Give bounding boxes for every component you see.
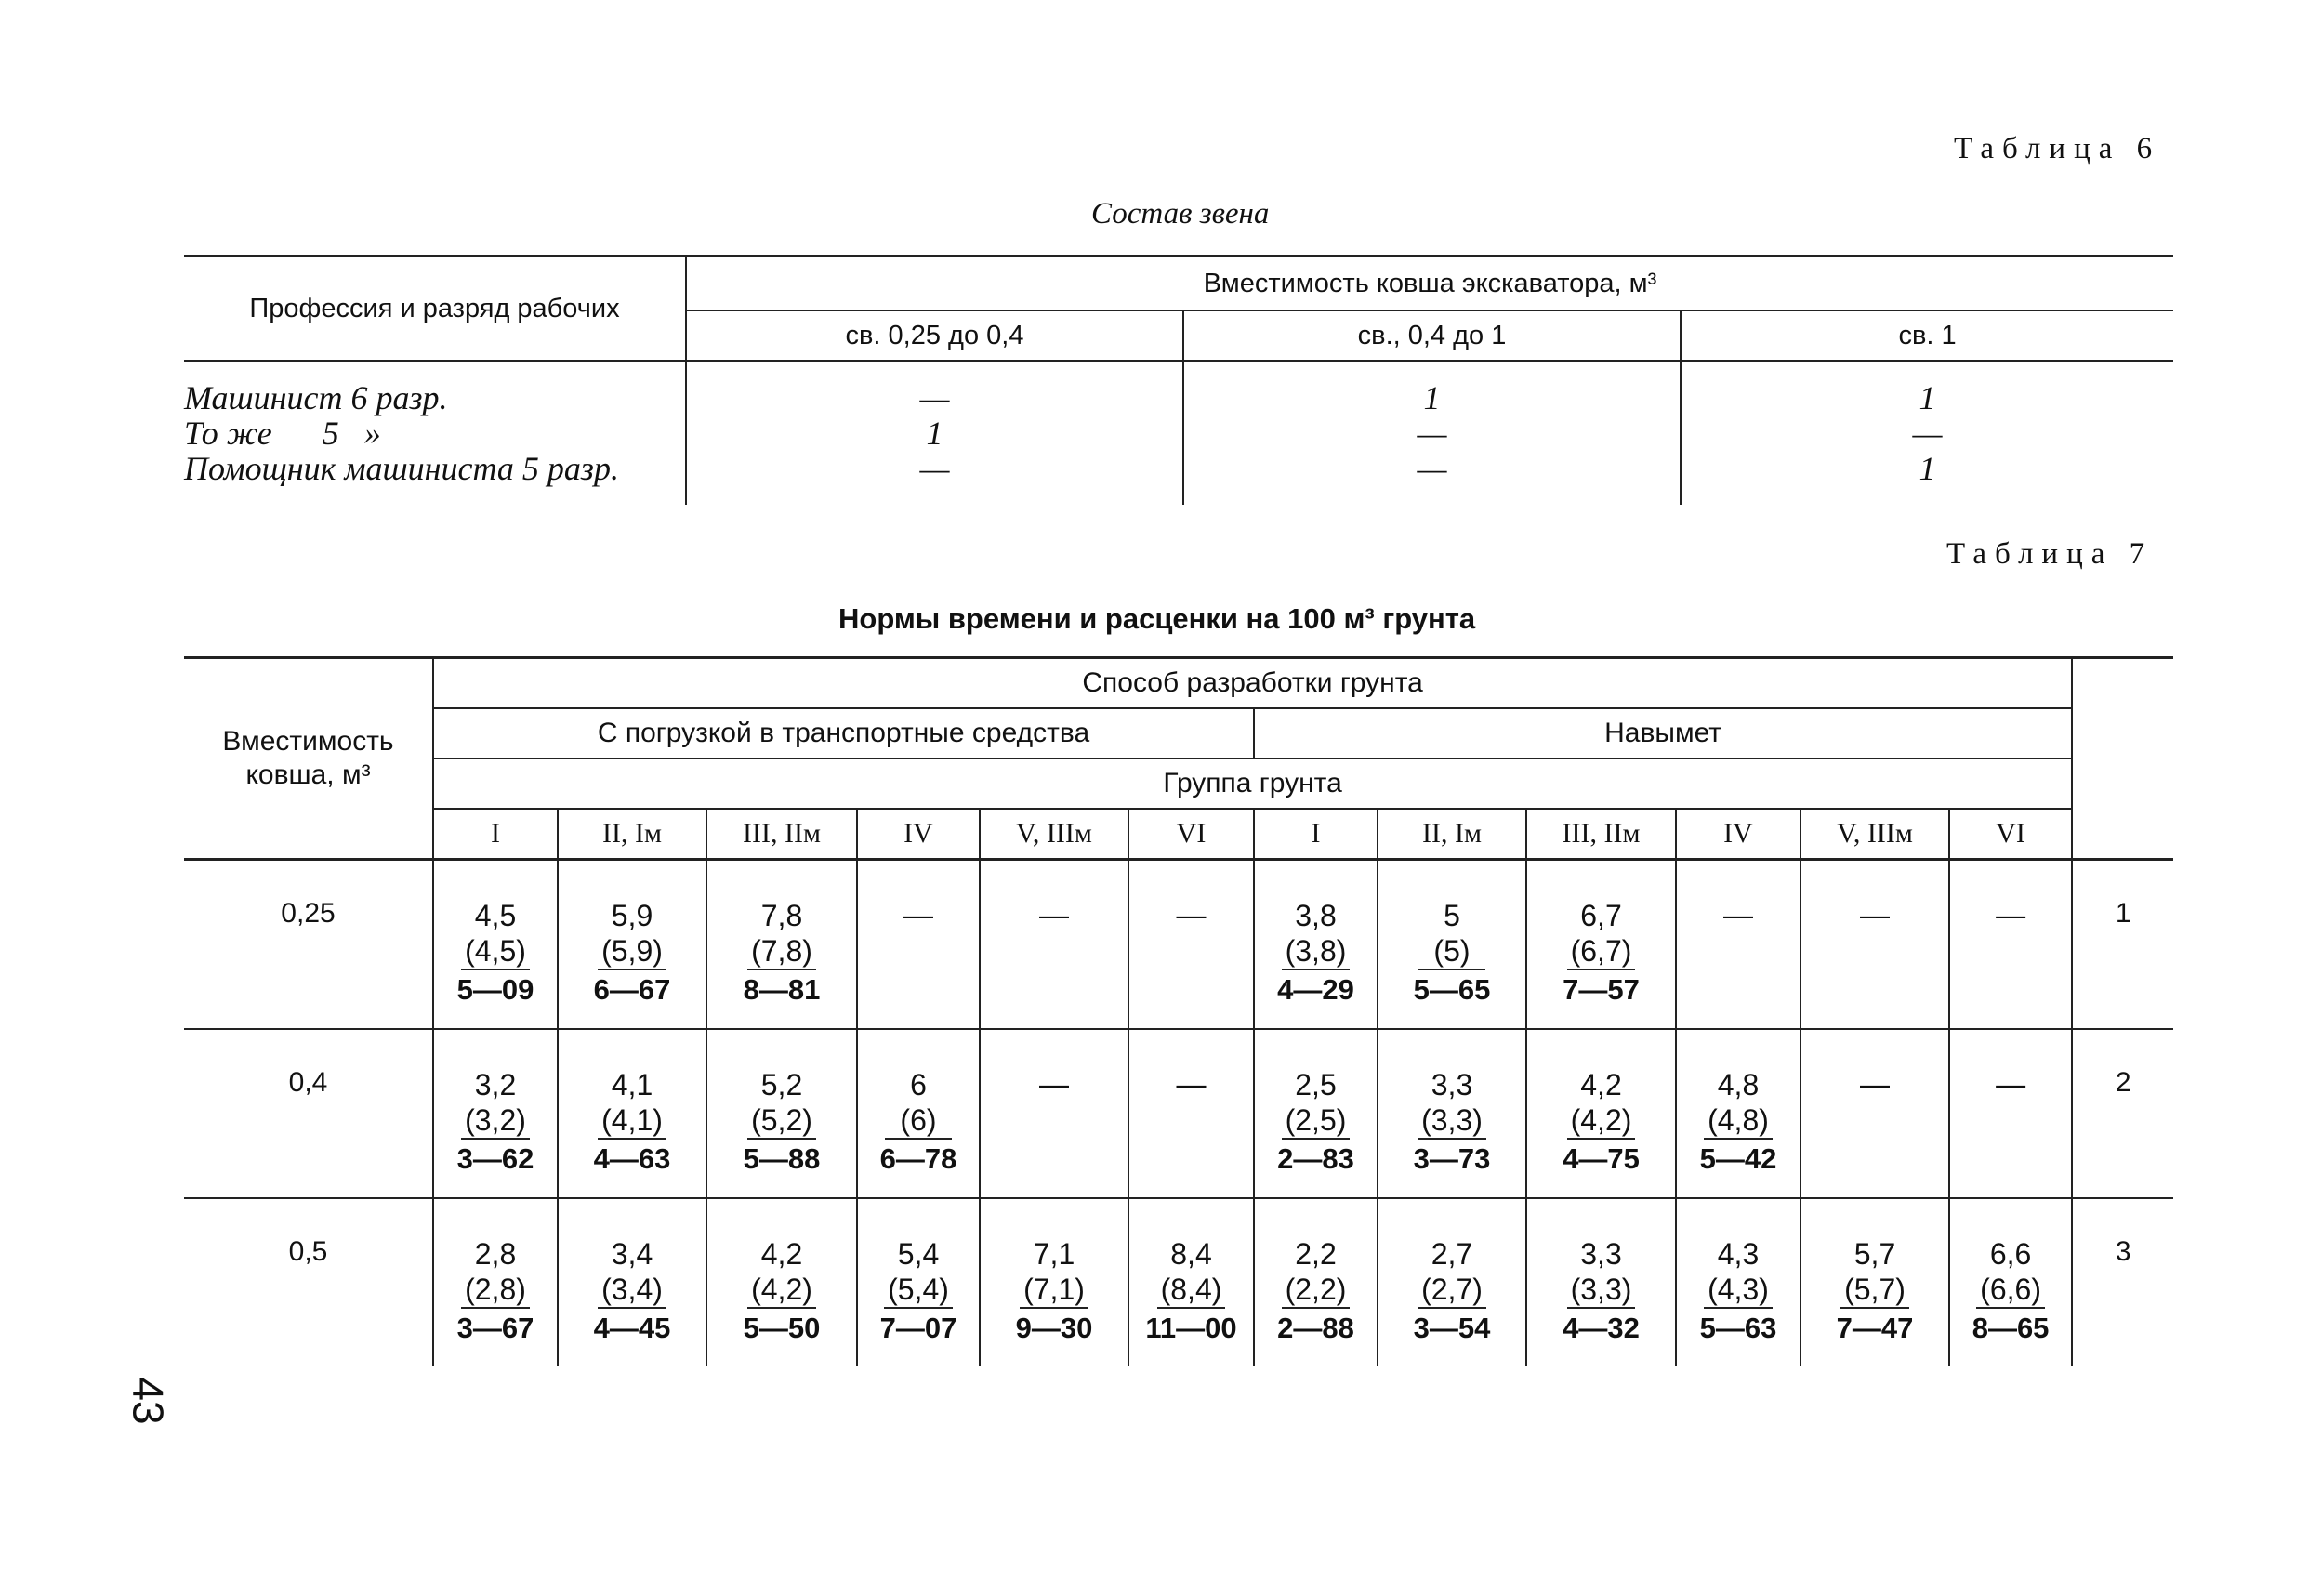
rate-value: 5—42: [1699, 1142, 1777, 1175]
norm-entry: [594, 1067, 671, 1177]
norm-entry: [1563, 1067, 1640, 1177]
norm-cell: [706, 1029, 857, 1198]
empty-dash: —: [1176, 898, 1207, 931]
rate-value: 11—00: [1145, 1312, 1237, 1344]
rate-value: 4—32: [1563, 1312, 1640, 1344]
machine-time-norm: (4,3): [1704, 1272, 1773, 1309]
empty-dash: —: [1996, 1067, 2026, 1101]
time-norm: 5: [1444, 899, 1460, 932]
norm-cell: [857, 1029, 980, 1198]
rate-value: 8—65: [1972, 1312, 2050, 1344]
crew-value: —: [919, 379, 950, 416]
norm-cell: [980, 1198, 1128, 1366]
crew-value: —: [1912, 415, 1943, 452]
norm-cell: [558, 1198, 706, 1366]
method-loading-header: С погрузкой в транспортные средства: [433, 708, 1254, 758]
bucket-value: 0,25: [281, 898, 336, 929]
machine-time-norm: (3,3): [1418, 1102, 1486, 1140]
norm-entry: [1563, 898, 1640, 1008]
empty-dash: —: [1039, 1067, 1069, 1101]
norm-entry: [1563, 1236, 1640, 1346]
soil-group-col: IV: [1676, 809, 1800, 860]
norm-cell: [558, 1029, 706, 1198]
rate-value: 4—63: [593, 1142, 671, 1175]
table-row: [184, 860, 2173, 1030]
rate-value: 3—54: [1413, 1312, 1491, 1344]
norm-cell: [1676, 1029, 1800, 1198]
rate-value: 3—62: [456, 1142, 534, 1175]
crew-value: 1: [1423, 379, 1441, 416]
profession-row: Машинист 6 разр.: [184, 379, 448, 416]
soil-group-col: VI: [1128, 809, 1254, 860]
time-norm: 5,9: [611, 899, 653, 932]
table7-label: Таблица 7: [1946, 537, 2154, 571]
empty-dash: —: [1176, 1067, 1207, 1101]
empty-dash: —: [1860, 1067, 1890, 1101]
rate-value: 7—47: [1836, 1312, 1914, 1344]
time-norm: 3,8: [1295, 899, 1337, 932]
rate-value: 9—30: [1015, 1312, 1093, 1344]
norm-entry: [1700, 1236, 1777, 1346]
norm-cell: [1378, 860, 1526, 1030]
norm-entry: [880, 1067, 957, 1177]
crew-value: —: [1417, 450, 1447, 487]
time-norm: 4,2: [760, 1237, 803, 1271]
machine-time-norm: (6,7): [1567, 933, 1636, 970]
crew-col-2: [1681, 361, 2173, 505]
norm-cell: [857, 1198, 980, 1366]
profession-row: Помощник машиниста 5 разр.: [184, 450, 619, 487]
soil-group-col: VI: [1949, 809, 2072, 860]
crew-col-0: [686, 361, 1183, 505]
norm-cell: [1949, 860, 2072, 1030]
crew-value: 1: [926, 415, 943, 452]
norm-entry: [1016, 1236, 1093, 1346]
norm-entry: [744, 1236, 821, 1346]
table-row: [184, 1029, 2173, 1198]
time-norm: 6: [910, 1068, 927, 1101]
machine-time-norm: (6): [885, 1102, 952, 1140]
norm-cell: [433, 1029, 558, 1198]
rate-value: 7—07: [879, 1312, 957, 1344]
time-norms-table: [184, 656, 2173, 1366]
profession-row: То же 5 »: [184, 415, 381, 452]
rate-value: 3—73: [1413, 1142, 1491, 1175]
machine-time-norm: (7,8): [747, 933, 816, 970]
rate-value: 4—45: [593, 1312, 671, 1344]
time-norm: 4,8: [1717, 1068, 1760, 1101]
norm-cell: [1378, 1029, 1526, 1198]
machine-time-norm: (3,3): [1567, 1272, 1636, 1309]
norm-cell: [1800, 1029, 1949, 1198]
bucket-header-text: Вместимость ковша, м³: [222, 726, 394, 790]
norm-cell: [706, 1198, 857, 1366]
page-number: 43: [124, 1377, 173, 1425]
norm-cell: [1800, 1198, 1949, 1366]
norm-entry: [744, 898, 821, 1008]
machine-time-norm: (5,4): [884, 1272, 953, 1309]
machine-time-norm: (5): [1418, 933, 1485, 970]
rate-value: 8—81: [743, 973, 821, 1006]
machine-time-norm: (4,2): [1567, 1102, 1636, 1140]
rate-value: 6—67: [593, 973, 671, 1006]
norm-entry: [744, 1067, 821, 1177]
row-number: 3: [2072, 1198, 2173, 1366]
table-row: [184, 1198, 2173, 1366]
norm-cell: [433, 860, 558, 1030]
norm-entry: [594, 898, 671, 1008]
table7-title: Нормы времени и расценки на 100 м³ грунта: [838, 602, 1476, 635]
norm-entry: [1277, 898, 1354, 1008]
norm-entry: [1414, 1236, 1491, 1346]
norm-cell: [1128, 1198, 1254, 1366]
time-norm: 7,8: [760, 899, 803, 932]
profession-header: Профессия и разряд рабочих: [184, 257, 686, 362]
bucket-value: 0,5: [184, 1198, 433, 1366]
soil-group-col: II, Iм: [1378, 809, 1526, 860]
time-norm: 7,1: [1033, 1237, 1075, 1271]
profession-list: [184, 361, 686, 505]
norm-cell: [857, 860, 980, 1030]
machine-time-norm: (7,1): [1020, 1272, 1088, 1309]
norm-entry: [457, 898, 534, 1008]
method-header: Способ разработки грунта: [433, 658, 2072, 709]
crew-value: 1: [1919, 450, 1936, 487]
norm-cell: [1254, 1029, 1378, 1198]
soil-group-col: I: [1254, 809, 1378, 860]
norm-entry: [1972, 1236, 2050, 1346]
soil-group-header: Группа грунта: [433, 758, 2072, 809]
norm-entry: [1837, 1236, 1914, 1346]
bucket-value: 0,4: [184, 1029, 433, 1198]
rate-value: 4—29: [1277, 973, 1354, 1006]
norm-cell: [1676, 1198, 1800, 1366]
norm-entry: [880, 1236, 957, 1346]
machine-time-norm: (4,5): [461, 933, 530, 970]
norm-entry: [457, 1067, 534, 1177]
method-cast-header: Навымет: [1254, 708, 2072, 758]
machine-time-norm: (5,7): [1840, 1272, 1909, 1309]
soil-group-col: III, IIм: [706, 809, 857, 860]
machine-time-norm: (6,6): [1976, 1272, 2045, 1309]
rate-value: 2—83: [1277, 1142, 1354, 1175]
time-norm: 8,4: [1170, 1237, 1212, 1271]
crew-value: —: [1417, 415, 1447, 452]
time-norm: 4,2: [1580, 1068, 1622, 1101]
norm-cell: [433, 1198, 558, 1366]
norm-cell: [1676, 860, 1800, 1030]
soil-group-col: I: [433, 809, 558, 860]
norm-entry: [1277, 1067, 1354, 1177]
bucket-capacity-header: Вместимость ковша экскаватора, м³: [686, 257, 2173, 311]
rate-value: 5—50: [743, 1312, 821, 1344]
norm-cell: [1254, 860, 1378, 1030]
norm-cell: [1526, 860, 1676, 1030]
machine-time-norm: (4,8): [1704, 1102, 1773, 1140]
time-norm: 3,4: [611, 1237, 653, 1271]
empty-dash: —: [1996, 898, 2026, 931]
machine-time-norm: (5,2): [747, 1102, 816, 1140]
time-norm: 3,3: [1580, 1237, 1622, 1271]
empty-dash: —: [1039, 898, 1069, 931]
empty-dash: —: [1860, 898, 1890, 931]
norm-cell: [1800, 860, 1949, 1030]
rate-value: 5—09: [456, 973, 534, 1006]
rate-value: 4—75: [1563, 1142, 1640, 1175]
soil-group-col: III, IIм: [1526, 809, 1676, 860]
row-number-header: [2072, 658, 2173, 860]
time-norm: 5,4: [897, 1237, 940, 1271]
norm-cell: [1128, 1029, 1254, 1198]
machine-time-norm: (3,4): [598, 1272, 666, 1309]
soil-group-col: V, IIIм: [1800, 809, 1949, 860]
machine-time-norm: (5,9): [598, 933, 666, 970]
time-norm: 6,6: [1989, 1237, 2032, 1271]
soil-group-col: IV: [857, 809, 980, 860]
machine-time-norm: (2,5): [1282, 1102, 1351, 1140]
norm-entry: [1414, 898, 1491, 1008]
norm-cell: [1378, 1198, 1526, 1366]
norm-entry: [457, 1236, 534, 1346]
row-number: 1: [2115, 898, 2131, 929]
crew-composition-table: [184, 255, 2173, 505]
rate-value: 5—65: [1413, 973, 1491, 1006]
empty-dash: —: [1723, 898, 1753, 931]
subcol-2: св. 1: [1681, 310, 2173, 361]
norm-cell: [1949, 1029, 2072, 1198]
machine-time-norm: (8,4): [1157, 1272, 1226, 1309]
norm-cell: [980, 860, 1128, 1030]
machine-time-norm: (2,8): [461, 1272, 530, 1309]
row-number: 2: [2072, 1029, 2173, 1198]
rate-value: 7—57: [1563, 973, 1640, 1006]
subcol-1: св., 0,4 до 1: [1183, 310, 1681, 361]
soil-group-col: V, IIIм: [980, 809, 1128, 860]
norm-cell: [1526, 1029, 1676, 1198]
machine-time-norm: (4,2): [747, 1272, 816, 1309]
soil-group-col: II, Iм: [558, 809, 706, 860]
machine-time-norm: (3,2): [461, 1102, 530, 1140]
norm-cell: [1949, 1198, 2072, 1366]
norm-entry: [1145, 1236, 1236, 1346]
norm-cell: [558, 860, 706, 1030]
rate-value: 2—88: [1277, 1312, 1354, 1344]
time-norm: 3,3: [1431, 1068, 1473, 1101]
machine-time-norm: (2,2): [1282, 1272, 1351, 1309]
crew-value: 1: [1919, 379, 1936, 416]
rate-value: 5—88: [743, 1142, 821, 1175]
norm-entry: [1414, 1067, 1491, 1177]
time-norm: 2,7: [1431, 1237, 1473, 1271]
time-norm: 2,8: [474, 1237, 517, 1271]
time-norm: 3,2: [474, 1068, 517, 1101]
norm-cell: [1526, 1198, 1676, 1366]
norm-cell: [1254, 1198, 1378, 1366]
norm-cell: [706, 860, 857, 1030]
time-norm: 6,7: [1580, 899, 1622, 932]
empty-dash: —: [903, 898, 933, 931]
norm-entry: [1700, 1067, 1777, 1177]
table6-title: Состав звена: [1091, 197, 1270, 231]
machine-time-norm: (3,8): [1282, 933, 1351, 970]
rate-value: 6—78: [879, 1142, 957, 1175]
time-norm: 4,5: [474, 899, 517, 932]
time-norm: 4,3: [1717, 1237, 1760, 1271]
crew-value: —: [919, 450, 950, 487]
norm-cell: [980, 1029, 1128, 1198]
bucket-header: [184, 658, 433, 860]
time-norm: 5,2: [760, 1068, 803, 1101]
machine-time-norm: (4,1): [598, 1102, 666, 1140]
time-norm: 2,2: [1295, 1237, 1337, 1271]
table6-label: Таблица 6: [1954, 132, 2161, 165]
time-norm: 4,1: [611, 1068, 653, 1101]
norm-cell: [1128, 860, 1254, 1030]
rate-value: 3—67: [456, 1312, 534, 1344]
machine-time-norm: (2,7): [1418, 1272, 1486, 1309]
time-norm: 5,7: [1853, 1237, 1896, 1271]
crew-col-1: [1183, 361, 1681, 505]
rate-value: 5—63: [1699, 1312, 1777, 1344]
time-norm: 2,5: [1295, 1068, 1337, 1101]
subcol-0: св. 0,25 до 0,4: [686, 310, 1183, 361]
norm-entry: [594, 1236, 671, 1346]
norm-entry: [1277, 1236, 1354, 1346]
